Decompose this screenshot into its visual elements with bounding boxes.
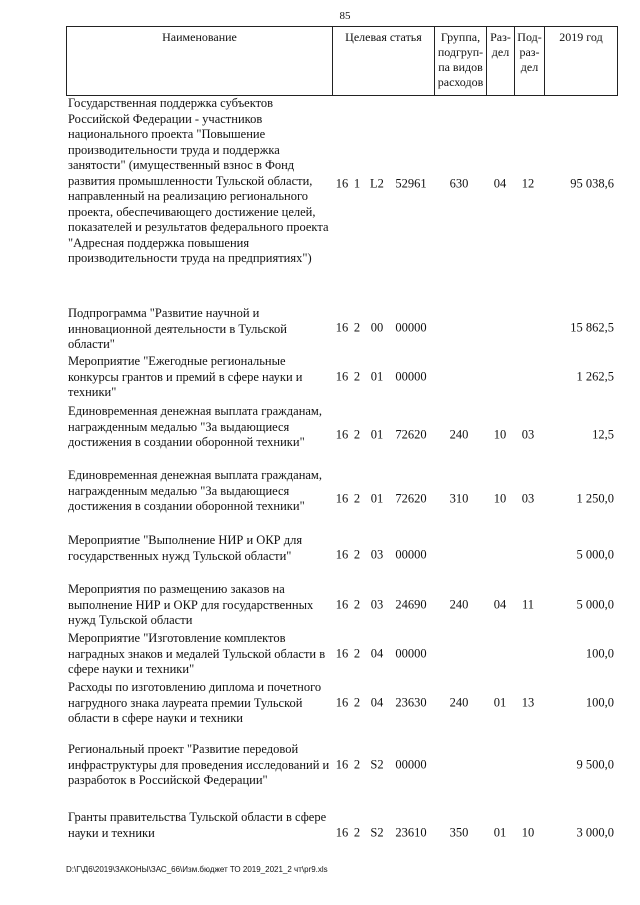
row-p4: 00000 <box>395 369 427 384</box>
row-name: Единовременная денежная выплата гражданам, награжденным медалью "За выдающиеся достижения в создании оборонной техники" <box>68 468 322 513</box>
row-pr: 12 <box>521 176 535 191</box>
row-p3: 03 <box>370 547 384 562</box>
row-name: Государственная поддержка субъектов Российской Федерации - участников национального проекта "Повышение производительности труда и поддержка занятости" (имущественный взнос в Фонд развития промышленности Тульской области, направленный на реализацию регионального проекта, обеспечивающего достижение целей, показателей и результатов федерального проекта "Адресная поддержка повышения производительности труда на предприятиях") <box>68 96 329 265</box>
row-p3: 03 <box>370 597 384 612</box>
row-p3: 04 <box>370 695 384 710</box>
row-p4: 72620 <box>395 491 427 506</box>
row-p4: 00000 <box>395 547 427 562</box>
table-row <box>66 96 616 272</box>
row-p2: 2 <box>353 369 361 384</box>
row-p1: 16 <box>335 320 349 335</box>
row-p4: 24690 <box>395 597 427 612</box>
header-podrazdel: Под- раз- дел <box>515 27 545 95</box>
table-row <box>66 631 616 677</box>
table-row <box>66 468 616 530</box>
row-p1: 16 <box>335 646 349 661</box>
row-grp: 240 <box>449 597 469 612</box>
row-p2: 2 <box>353 646 361 661</box>
row-p1: 16 <box>335 176 349 191</box>
row-p1: 16 <box>335 757 349 772</box>
row-p1: 16 <box>335 369 349 384</box>
table-row <box>66 306 616 350</box>
row-p3: 01 <box>370 369 384 384</box>
row-p1: 16 <box>335 491 349 506</box>
row-p2: 2 <box>353 547 361 562</box>
row-grp: 240 <box>449 695 469 710</box>
row-p2: 2 <box>353 825 361 840</box>
table-row <box>66 533 616 577</box>
table-header <box>66 26 618 96</box>
row-p3: L2 <box>370 176 384 191</box>
header-target: Целевая статья <box>333 27 435 95</box>
row-name: Гранты правительства Тульской области в сфере науки и техники <box>68 810 327 840</box>
row-p2: 2 <box>353 427 361 442</box>
row-p3: 04 <box>370 646 384 661</box>
row-p2: 2 <box>353 695 361 710</box>
row-sum: 100,0 <box>585 695 614 710</box>
row-pr: 03 <box>521 491 535 506</box>
row-sum: 9 500,0 <box>576 757 614 772</box>
row-p3: 01 <box>370 491 384 506</box>
row-name: Мероприятие "Ежегодные региональные конкурсы грантов и премий в сфере науки и техники" <box>68 354 303 399</box>
row-sum: 95 038,6 <box>570 176 614 191</box>
row-p3: 00 <box>370 320 384 335</box>
row-p2: 2 <box>353 597 361 612</box>
row-p1: 16 <box>335 825 349 840</box>
row-p3: S2 <box>370 757 384 772</box>
row-name: Единовременная денежная выплата гражданам, награжденным медалью "За выдающиеся достижения в создании оборонной техники" <box>68 404 322 449</box>
row-grp: 310 <box>449 491 469 506</box>
page-number: 85 <box>339 10 351 22</box>
row-sum: 12,5 <box>592 427 614 442</box>
header-name: Наименование <box>67 27 333 95</box>
row-name: Мероприятие "Выполнение НИР и ОКР для государственных нужд Тульской области" <box>68 533 303 563</box>
header-group: Группа, подгруп- па видов расходов <box>435 27 487 95</box>
row-p4: 72620 <box>395 427 427 442</box>
row-p4: 23610 <box>395 825 427 840</box>
row-sum: 1 262,5 <box>576 369 614 384</box>
row-grp: 240 <box>449 427 469 442</box>
row-p1: 16 <box>335 547 349 562</box>
row-pr: 03 <box>521 427 535 442</box>
row-p2: 1 <box>353 176 361 191</box>
row-name: Расходы по изготовлению диплома и почетного нагрудного знака лауреата премии Тульской области в сфере науки и техники <box>68 680 322 725</box>
row-p4: 00000 <box>395 646 427 661</box>
row-p1: 16 <box>335 597 349 612</box>
row-p2: 2 <box>353 491 361 506</box>
row-p2: 2 <box>353 320 361 335</box>
row-rz: 04 <box>493 176 507 191</box>
row-rz: 01 <box>493 695 507 710</box>
row-sum: 1 250,0 <box>576 491 614 506</box>
row-pr: 11 <box>521 597 535 612</box>
table-row <box>66 404 616 466</box>
table-row <box>66 354 616 400</box>
row-p4: 00000 <box>395 757 427 772</box>
row-rz: 01 <box>493 825 507 840</box>
row-rz: 04 <box>493 597 507 612</box>
row-sum: 100,0 <box>585 646 614 661</box>
table-row <box>66 582 616 628</box>
header-razdel: Раз- дел <box>487 27 515 95</box>
table-row <box>66 680 616 726</box>
row-grp: 350 <box>449 825 469 840</box>
row-grp: 630 <box>449 176 469 191</box>
row-rz: 10 <box>493 491 507 506</box>
row-name: Мероприятия по размещению заказов на выполнение НИР и ОКР для государственных нужд Тульской области <box>68 582 314 627</box>
row-sum: 3 000,0 <box>576 825 614 840</box>
row-pr: 13 <box>521 695 535 710</box>
row-p3: S2 <box>370 825 384 840</box>
table-row <box>66 810 616 856</box>
row-p3: 01 <box>370 427 384 442</box>
row-name: Мероприятие "Изготовление комплектов наградных знаков и медалей Тульской области в сфере науки и техники" <box>68 631 326 676</box>
table-row <box>66 742 616 788</box>
row-rz: 10 <box>493 427 507 442</box>
row-name: Подпрограмма "Развитие научной и инновационной деятельности в Тульской области" <box>68 306 287 351</box>
row-pr: 10 <box>521 825 535 840</box>
row-p2: 2 <box>353 757 361 772</box>
row-sum: 5 000,0 <box>576 547 614 562</box>
row-name: Региональный проект "Развитие передовой инфраструктуры для проведения исследований и разработок в Российской Федерации" <box>68 742 330 787</box>
row-sum: 5 000,0 <box>576 597 614 612</box>
row-sum: 15 862,5 <box>570 320 614 335</box>
row-p1: 16 <box>335 695 349 710</box>
header-year: 2019 год <box>559 30 603 44</box>
row-p4: 00000 <box>395 320 427 335</box>
row-p1: 16 <box>335 427 349 442</box>
file-path-footer: D:\Г\Д6\2019\ЗАКОНЫ\ЗАС_66\Изм.бюджет ТО 2019_2021_2 чт\pr9.xls <box>66 865 328 874</box>
row-p4: 23630 <box>395 695 427 710</box>
row-p4: 52961 <box>395 176 427 191</box>
